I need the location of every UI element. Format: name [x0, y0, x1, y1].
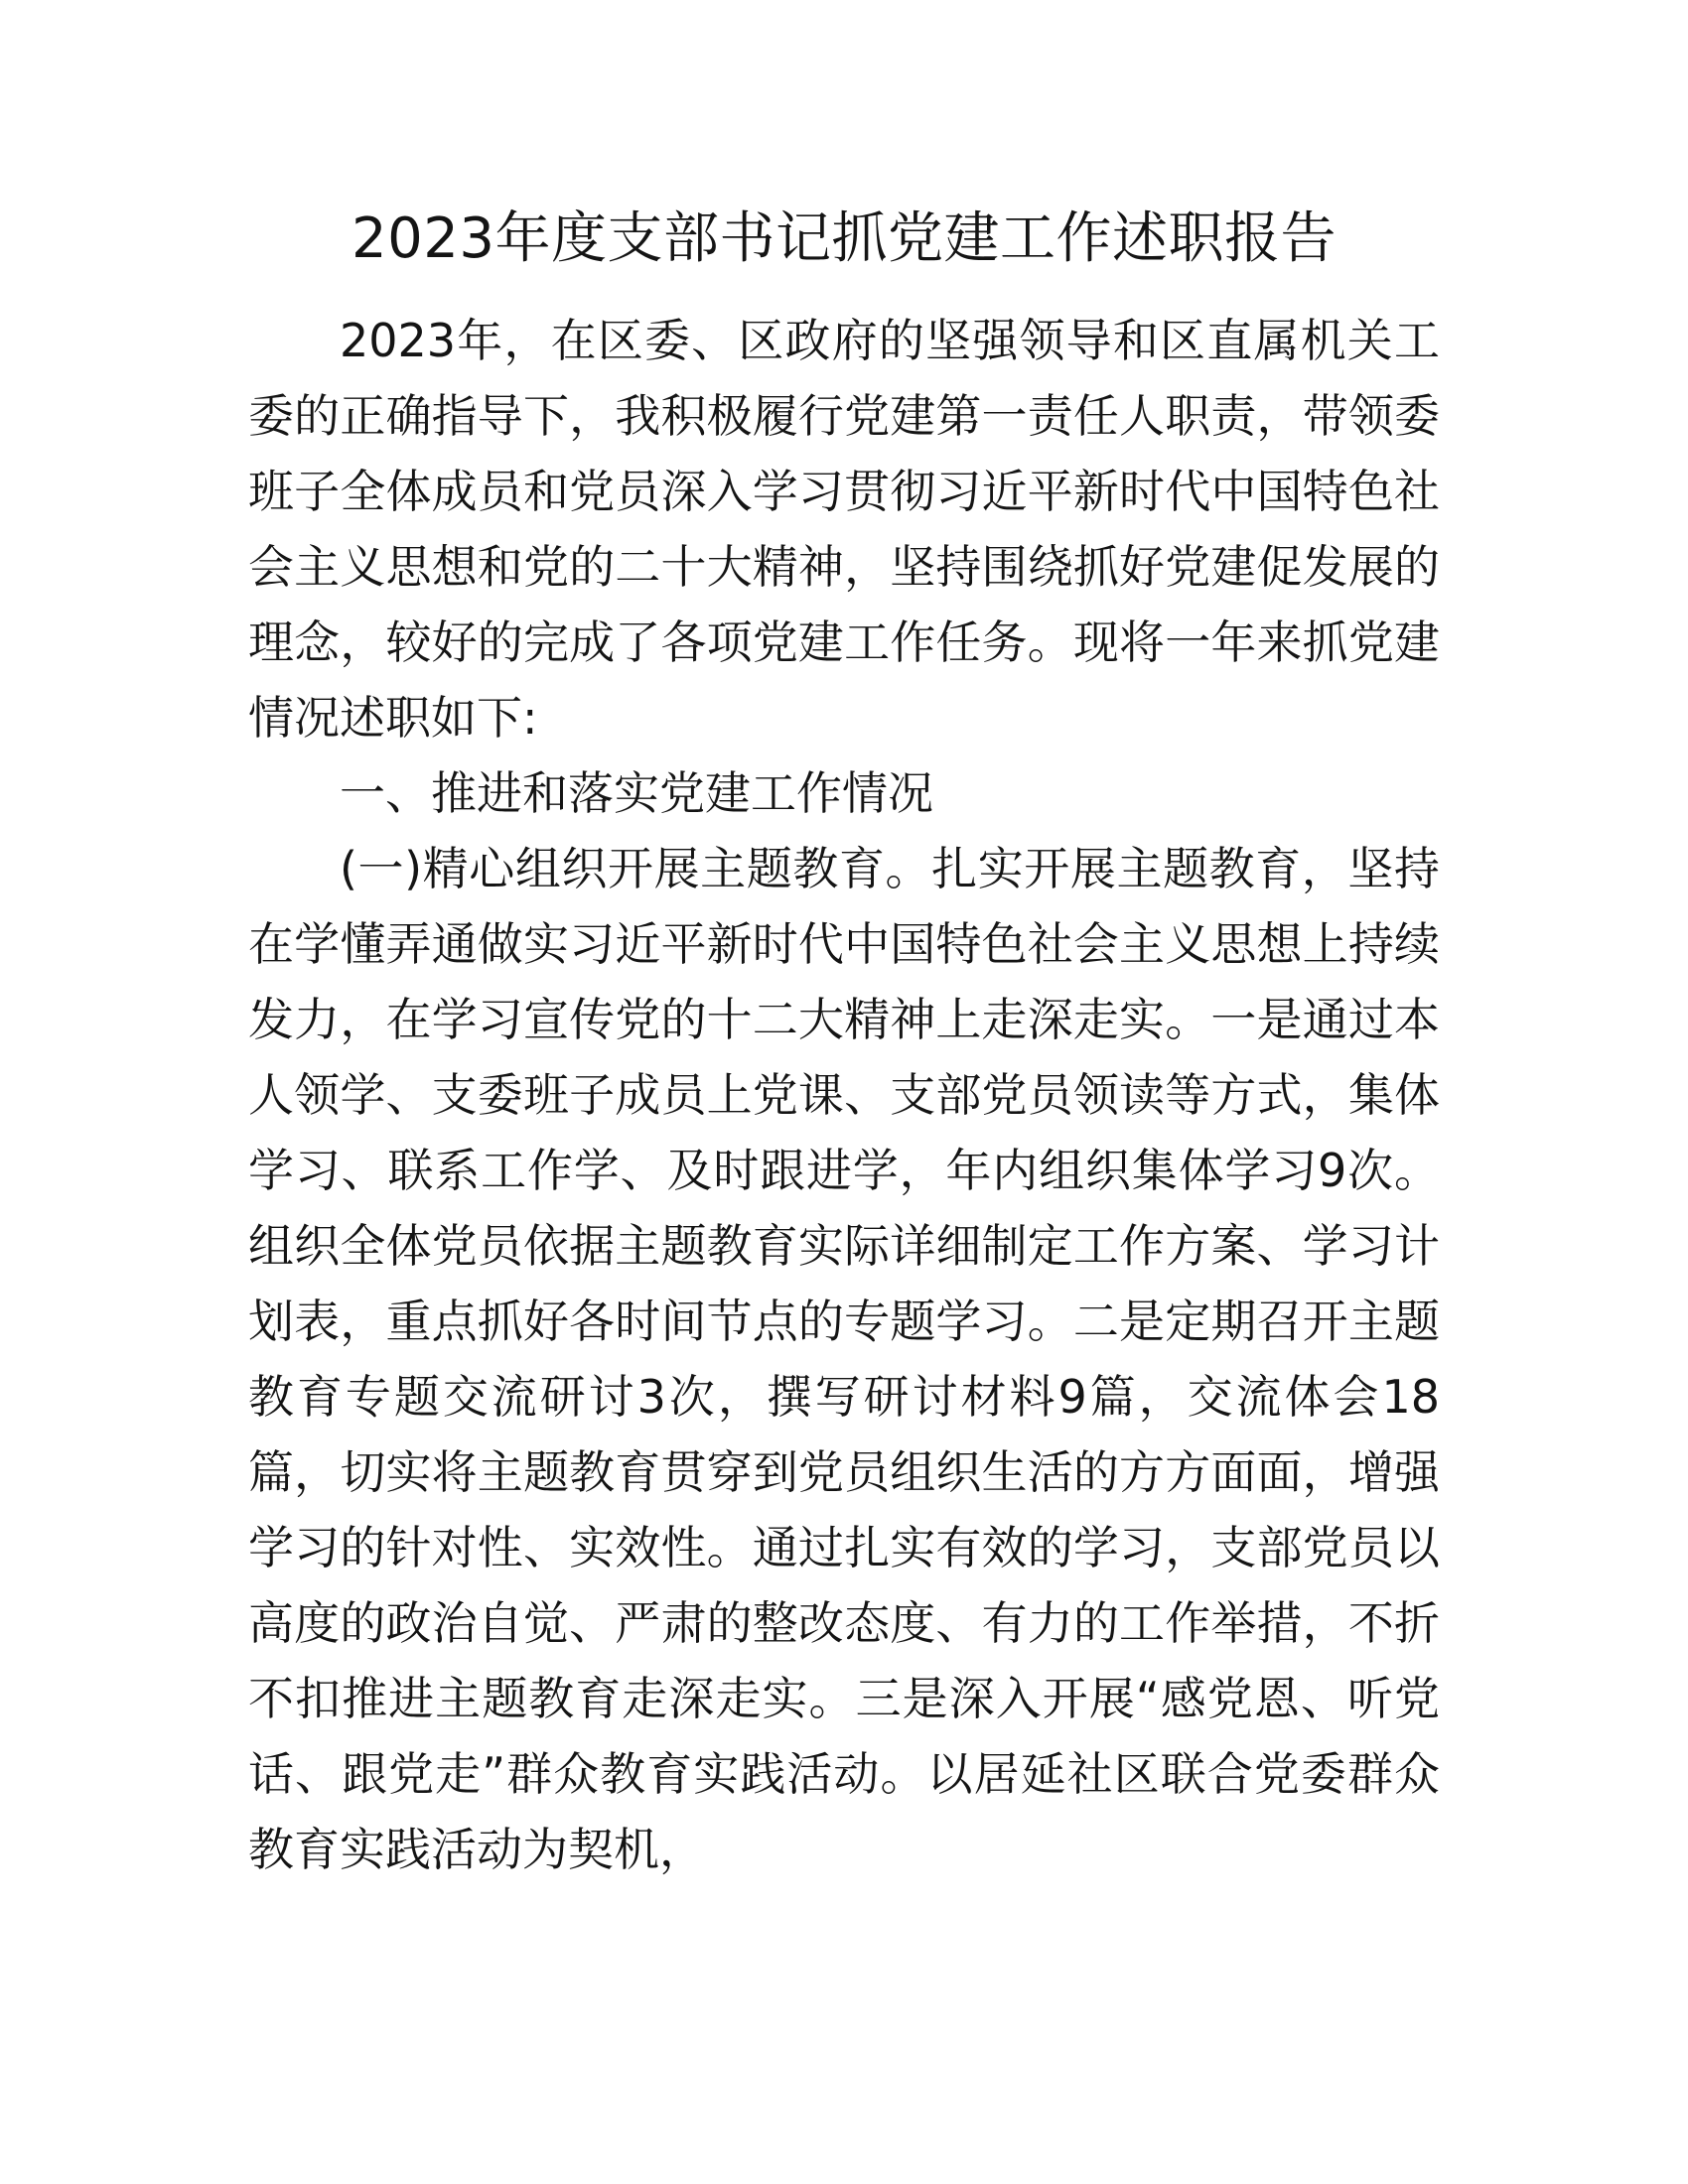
section-heading-1: 一、推进和落实党建工作情况 — [340, 766, 933, 820]
subsection-paragraph-1: (一)精心组织开展主题教育。扎实开展主题教育，坚持在学懂弄通做实习近平新时代中国特色社会主义思想上持续发力，在学习宣传党的十二大精神上走深走实。一是通过本人领学、支委班子成员上党课、支部党员领读等方式，集体学习、联系工作学、及时跟进学，年内组织集体学习9次。组织全体党员依据主题教育实际详细制定工作方案、学习计划表，重点抓好各时间节点的专题学习。二是定期召开主题教育专题交流研讨3次，撰写研讨材料9篇，交流体会18篇，切实将主题教育贯穿到党员组织生活的方方面面，增强学习的针对性、实效性。通过扎实有效的学习，支部党员以高度的政治自觉、严肃的整改态度、有力的工作举措，不折不扣推进主题教育走深走实。三是深入开展“感党恩、听党话、跟党走”群众教育实践活动。以居延社区联合党委群众教育实践活动为契机， — [248, 842, 1440, 1876]
intro-paragraph: 2023年，在区委、区政府的坚强领导和区直属机关工委的正确指导下，我积极履行党建第一责任人职责，带领委班子全体成员和党员深入学习贯彻习近平新时代中国特色社会主义思想和党的二十大精神，坚持围绕抓好党建促发展的理念，较好的完成了各项党建工作任务。现将一年来抓党建情况述职如下: — [248, 314, 1440, 745]
document-body — [248, 303, 1440, 1887]
document-title: 2023年度支部书记抓党建工作述职报告 — [351, 206, 1336, 271]
